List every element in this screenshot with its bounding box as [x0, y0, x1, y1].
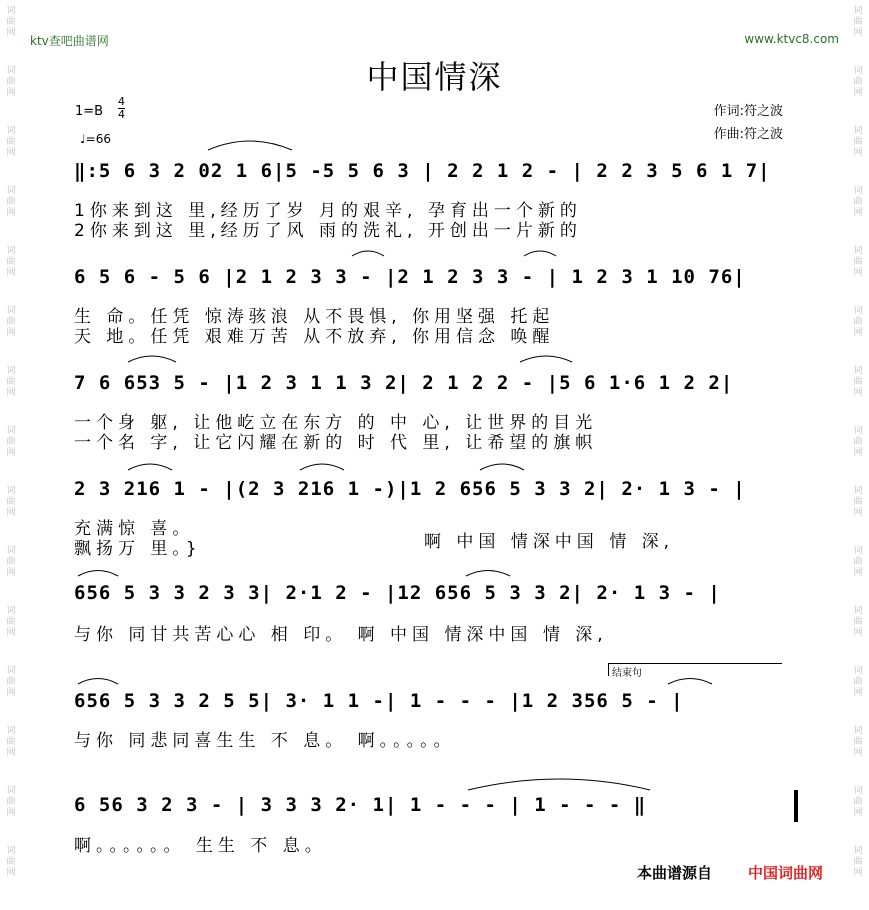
composer-credit: 作曲:符之波	[713, 127, 783, 142]
watermark-text: 词 曲 网	[853, 186, 863, 218]
notation-row-7: 6 56 3 2 3 - | 3 3 3 2· 1| 1 - - - | 1 - - - ‖	[74, 794, 647, 816]
watermark-text: 词 曲 网	[6, 786, 16, 818]
slur-arc	[668, 679, 712, 685]
lyricist-credit: 作词:符之波	[713, 104, 783, 119]
watermark-text: 词 曲 网	[6, 6, 16, 38]
watermark-text: 词 曲 网	[6, 126, 16, 158]
lyric-row-4-verse-1: 充满惊 喜。	[74, 519, 195, 539]
lyric-row-1-verse-1: 1你来到这 里,经历了岁 月的艰辛, 孕育出一个新的	[74, 201, 582, 221]
slur-arc	[128, 356, 176, 362]
lyric-row-3-verse-1: 一个身 躯, 让他屹立在东方 的 中 心, 让世界的目光	[74, 413, 598, 433]
watermark-text: 词 曲 网	[853, 66, 863, 98]
watermark-text: 词 曲 网	[6, 426, 16, 458]
slur-arc	[466, 571, 510, 577]
notation-row-4: 2 3 216 1 - |(2 3 216 1 -)|1 2 656 5 3 3 2| 2· 1 3 - |	[74, 478, 746, 500]
slur-arc	[78, 679, 118, 685]
watermark-text: 词 曲 网	[853, 846, 863, 878]
watermark-text: 词 曲 网	[6, 66, 16, 98]
watermark-text: 词 曲 网	[853, 366, 863, 398]
meter-top: 4	[118, 95, 125, 108]
lyric-row-2-verse-1: 生 命。任凭 惊涛骇浪 从不畏惧, 你用坚强 托起	[74, 307, 555, 327]
lyric-row-6: 与你 同悲同喜生生 不 息。 啊。。。。。	[74, 731, 456, 751]
end-phrase-marker: 结束句	[608, 663, 782, 676]
watermark-text: 词 曲 网	[6, 726, 16, 758]
key-signature: 1=B	[75, 104, 104, 119]
watermark-text: 词 曲 网	[853, 6, 863, 38]
slur-arc	[208, 141, 292, 150]
notation-row-1: ‖:5 6 3 2 02 1 6|5 -5 5 6 3 | 2 2 1 2 - | 2 2 3 5 6 1 7|	[74, 160, 771, 182]
watermark-text: 词 曲 网	[6, 306, 16, 338]
watermark-text: 词 曲 网	[853, 426, 863, 458]
watermark-text: 词 曲 网	[6, 546, 16, 578]
slur-arc	[468, 779, 650, 790]
watermark-text: 词 曲 网	[853, 726, 863, 758]
watermark-text: 词 曲 网	[6, 246, 16, 278]
meter-bottom: 4	[118, 108, 125, 121]
source-label: 本曲谱源自	[637, 864, 713, 882]
watermark-text: 词 曲 网	[853, 666, 863, 698]
lyric-row-3-verse-2: 一个名 字, 让它闪耀在新的 时 代 里, 让希望的旗帜	[74, 433, 598, 453]
slur-arc	[300, 464, 344, 470]
song-title: 中国情深	[366, 58, 503, 96]
watermark-text: 词 曲 网	[853, 246, 863, 278]
watermark-text: 词 曲 网	[853, 546, 863, 578]
watermark-text: 词 曲 网	[6, 366, 16, 398]
notation-row-5: 656 5 3 3 2 3 3| 2·1 2 - |12 656 5 3 3 2| 2· 1 3 - |	[74, 582, 721, 604]
watermark-text: 词 曲 网	[853, 306, 863, 338]
source-site-name[interactable]: 中国词曲网	[748, 864, 824, 882]
watermark-text: 词 曲 网	[6, 846, 16, 878]
watermark-text: 词 曲 网	[853, 606, 863, 638]
slur-arc	[520, 356, 572, 362]
lyric-row-4-verse-2: 飘扬万 里。}	[74, 539, 202, 559]
notation-row-6: 656 5 3 3 2 5 5| 3· 1 1 -| 1 - - - |1 2 356 5 - |	[74, 690, 684, 712]
watermark-text: 词 曲 网	[6, 486, 16, 518]
watermark-text: 词 曲 网	[853, 486, 863, 518]
lyric-row-5: 与你 同甘共苦心心 相 印。 啊 中国 情深中国 情 深,	[74, 625, 608, 645]
lyric-row-1-verse-2: 2你来到这 里,经历了风 雨的洗礼, 开创出一片新的	[74, 221, 582, 241]
lyric-row-7: 啊。。。。。。 生生 不 息。	[74, 836, 327, 856]
refrain-lyric: 啊 中国 情深中国 情 深,	[424, 532, 675, 552]
slur-arc	[524, 251, 556, 256]
notation-row-3: 7 6 653 5 - |1 2 3 1 1 3 2| 2 1 2 2 - |5 6 1·6 1 2 2|	[74, 372, 734, 394]
notation-row-2: 6 5 6 - 5 6 |2 1 2 3 3 - |2 1 2 3 3 - | 1 2 3 1 10 76|	[74, 266, 746, 288]
watermark-text: 词 曲 网	[6, 186, 16, 218]
slur-arc	[78, 571, 118, 577]
site-link-left[interactable]: ktv查吧曲谱网	[30, 34, 109, 48]
watermark-text: 词 曲 网	[6, 666, 16, 698]
slur-arc	[480, 464, 524, 470]
site-link-right[interactable]: www.ktvc8.com	[744, 32, 839, 46]
watermark-text: 词 曲 网	[853, 126, 863, 158]
tempo-marking: ♩=66	[80, 132, 111, 146]
slur-arc	[128, 464, 172, 470]
watermark-text: 词 曲 网	[853, 786, 863, 818]
slur-arc	[352, 251, 384, 256]
watermark-text: 词 曲 网	[6, 606, 16, 638]
lyric-row-2-verse-2: 天 地。任凭 艰难万苦 从不放弃, 你用信念 唤醒	[74, 327, 555, 347]
